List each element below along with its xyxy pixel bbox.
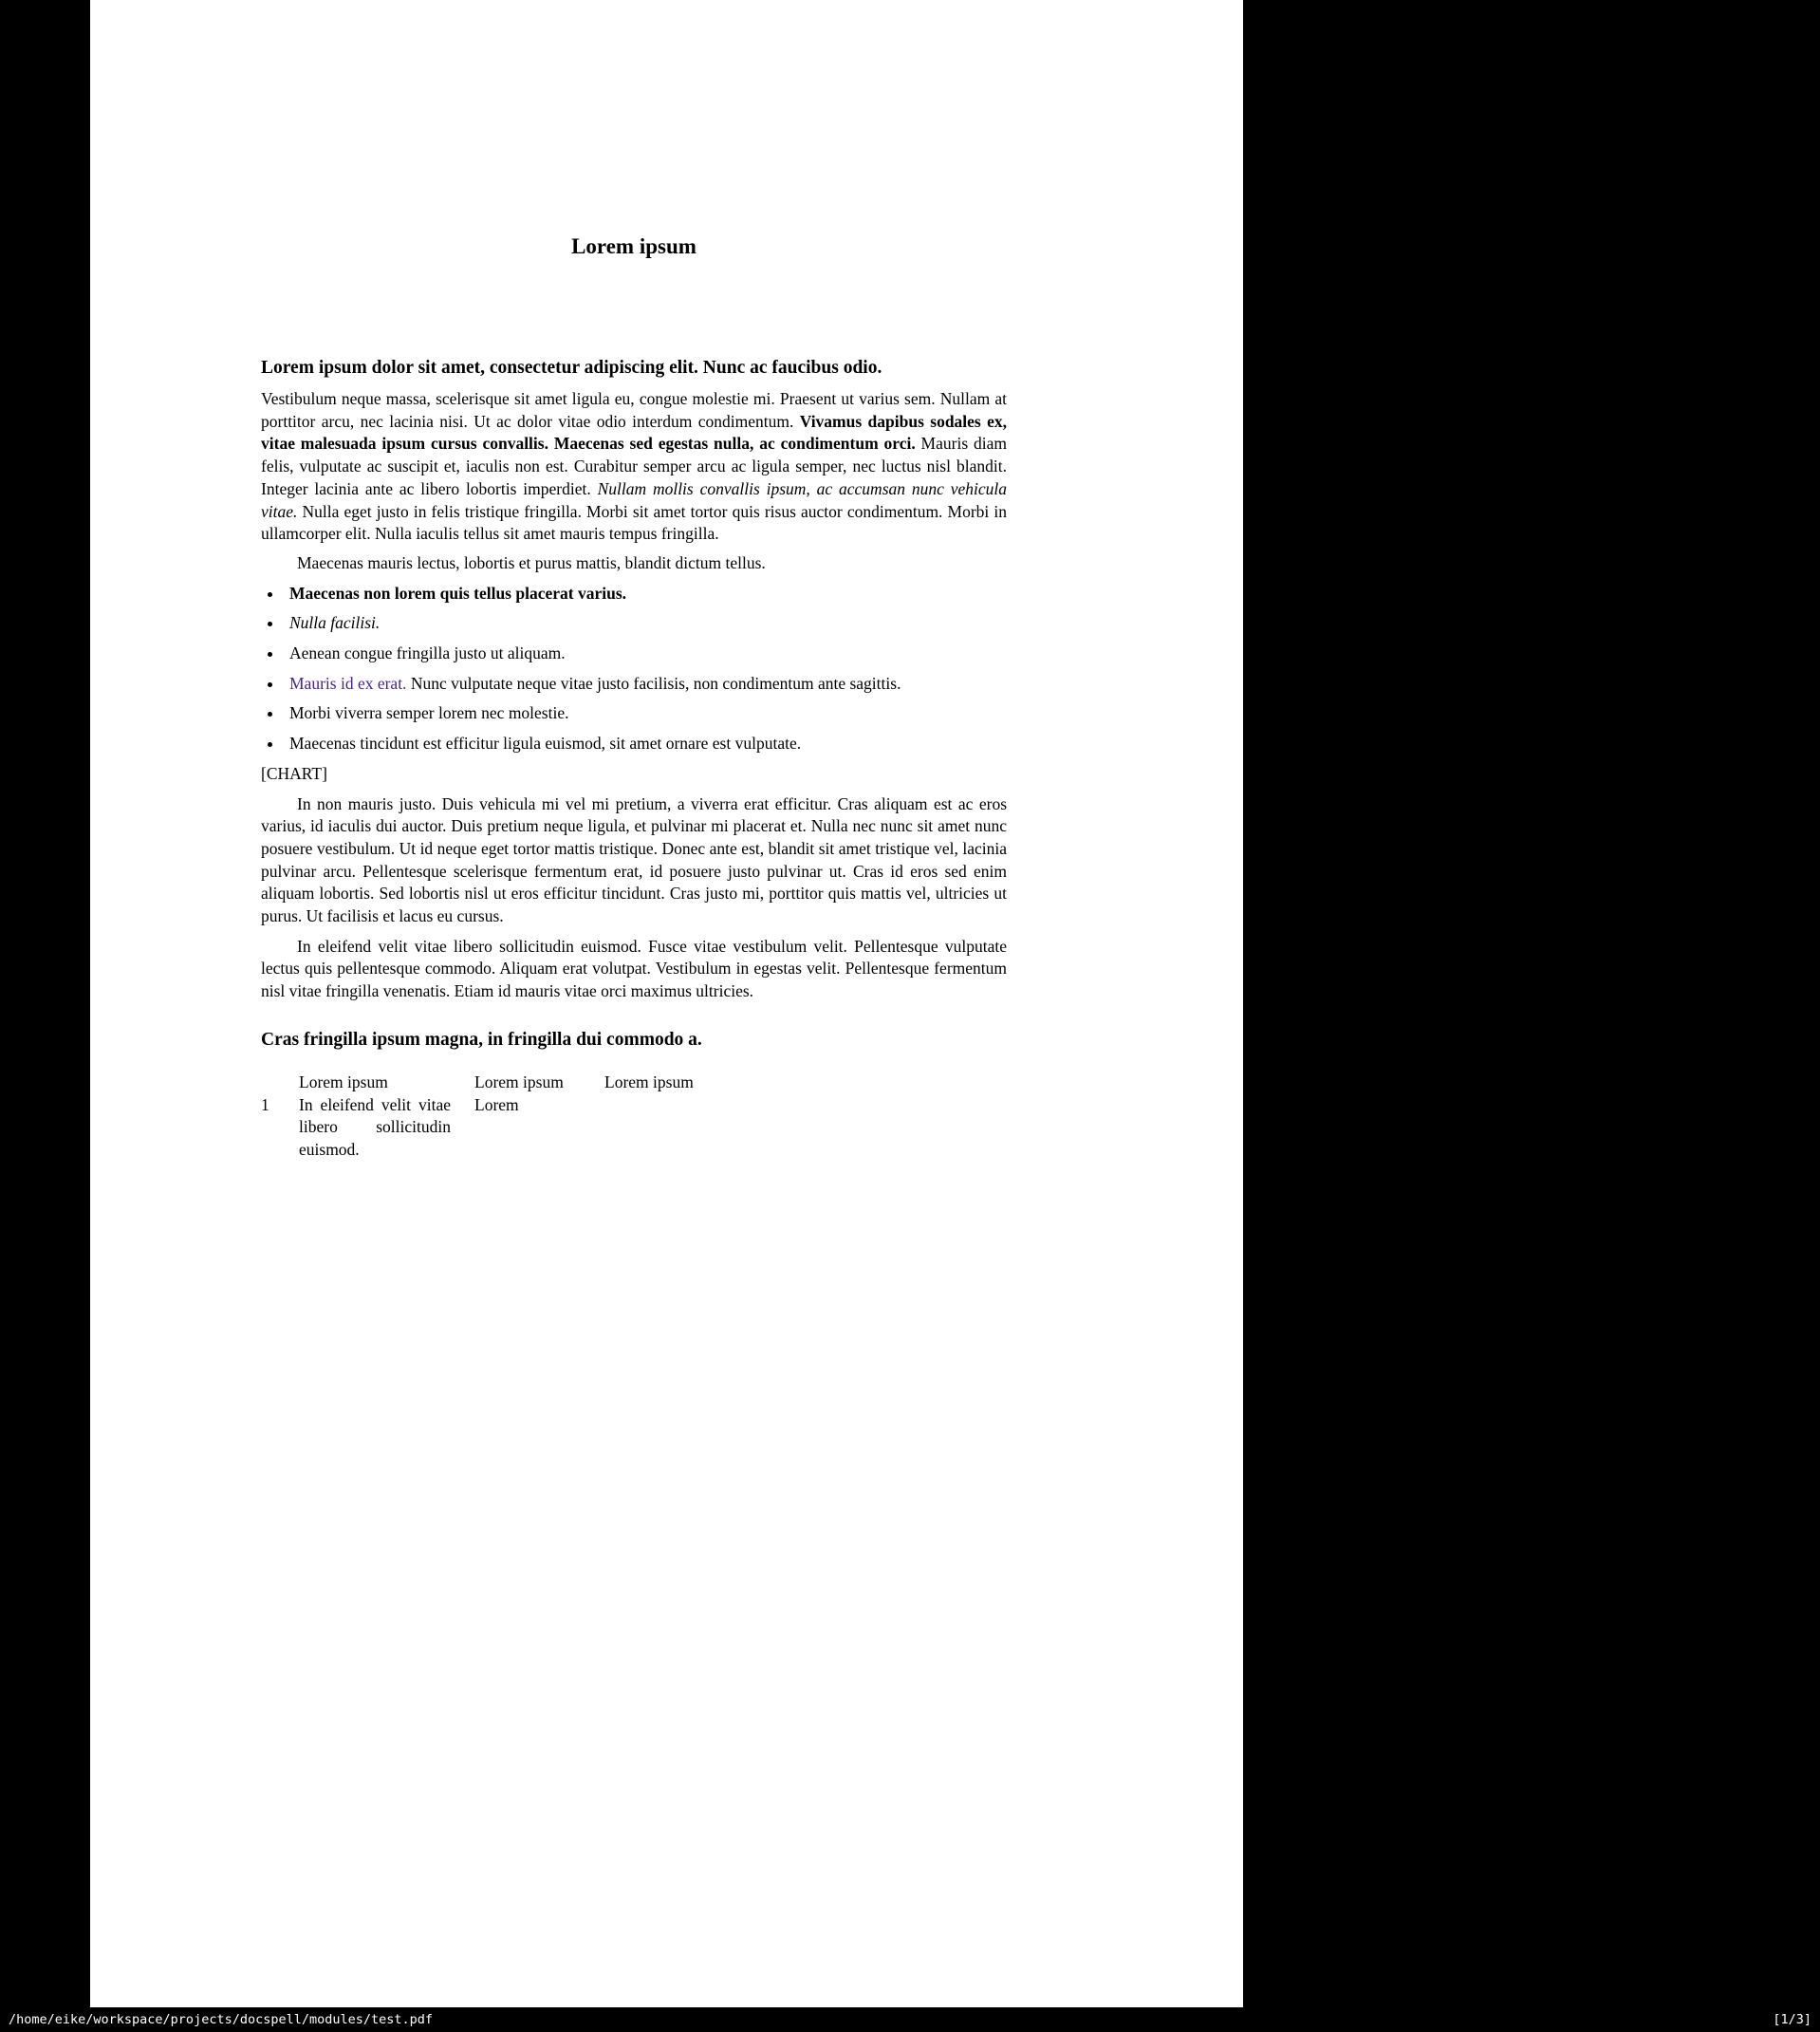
text-run: Nulla facilisi. [289,613,381,633]
document-content [261,0,1007,1162]
text-run: Aenean congue fringilla justo ut aliquam. [289,643,566,663]
text-run: Vivamus dapibus sodales ex, vitae malesuada ipsum cursus convallis. Maecenas sed egestas nulla, ac condimentum orci. [261,411,1007,454]
table-cell: Lorem [474,1094,519,1114]
list-item [284,673,1007,696]
statusbar [0,2007,1820,2032]
chart-placeholder: [CHART] [261,763,327,783]
document-title: Lorem ipsum [571,234,696,258]
page-indicator: [1/3] [1773,2012,1811,2027]
list-item [284,733,1007,755]
subsection-heading: Cras fringilla ipsum magna, in fringilla dui commodo a. [261,1029,702,1050]
text-run: Vestibulum neque massa, scelerisque sit amet ligula eu, congue molestie mi. Praesent ut varius sem. Nullam at porttitor arcu, nec lacinia nisi. Ut ac dolor vitae odio interdum condimentum. [261,389,1007,431]
pdf-page [90,0,1243,2007]
table-cell [604,1094,1007,1162]
table-header-cell: Lorem ipsum [604,1072,694,1091]
file-path: /home/eike/workspace/projects/docspell/modules/test.pdf [9,2012,434,2027]
list-item [284,643,1007,665]
paragraph-3: In eleifend velit vitae libero sollicitudin euismod. Fusce vitae vestibulum velit. Pellentesque vulputate lectus quis pellentesque commodo. Aliquam erat volutpat. Vestibulum in egestas velit. Pellentesque fermentum nisl vitae fringilla venenatis. Etiam id mauris vitae orci maximus ultricies. [261,936,1007,1001]
text-run: Nullam mollis convallis ipsum, ac accumsan nunc vehicula vitae. [261,478,1007,521]
table-row-number: 1 [261,1094,269,1114]
bullet-list [261,583,1007,755]
text-run: Morbi viverra semper lorem nec molestie. [289,703,569,723]
paragraph-2: In non mauris justo. Duis vehicula mi vel mi pretium, a viverra erat efficitur. Cras aliquam est ac eros varius, id iaculis dui auctor. Duis pretium neque ligula, et pulvinar mi placerat et. Nulla nec nunc sit amet nunc posuere vestibulum. Ut id neque eget tortor mattis tristique. Donec ante est, blandit sit amet tristique vel, lacinia pulvinar arcu. Pellentesque scelerisque fermentum erat, id posuere justo pulvinar ut. Cras id eros sed enim aliquam lobortis. Sed lobortis nisl ut eros efficitur tincidunt. Cras justo mi, porttitor quis mattis vel, ultricies ut purus. Ut facilisis et lacus eu cursus. [261,793,1007,926]
list-item [284,583,1007,606]
table-header-corner [261,1072,299,1094]
text-run: Nulla eget justo in felis tristique fringilla. Morbi sit amet tortor quis risus auctor condimentum. Morbi in ullamcorper elit. Nulla iaculis tellus sit amet mauris tempus fringilla. [261,501,1007,544]
text-run: Maecenas non lorem quis tellus placerat varius. [289,583,627,603]
table [261,1072,1007,1162]
list-item [284,612,1007,635]
section-heading: Lorem ipsum dolor sit amet, consectetur adipiscing elit. Nunc ac faucibus odio. [261,358,882,378]
text-run: Mauris diam felis, vulputate ac suscipit et, iaculis non est. Curabitur semper arcu ac ligula semper, nec luctus nisl blandit. Integer lacinia ante ac libero lobortis imperdiet. [261,434,1007,498]
text-run: Nunc vulputate neque vitae justo facilisis, non condimentum ante sagittis. [406,673,901,693]
table-header-cell: Lorem ipsum [474,1072,564,1091]
paragraph-1 [261,388,1007,546]
list-item [284,702,1007,725]
doc-link[interactable]: Mauris id ex erat. [289,673,407,693]
text-run: Maecenas tincidunt est efficitur ligula euismod, sit amet ornare est vulputate. [289,734,802,754]
table-header-cell: Lorem ipsum [299,1072,388,1091]
paragraph-indented: Maecenas mauris lectus, lobortis et purus mattis, blandit dictum tellus. [297,552,766,572]
table-cell: In eleifend velit vitae libero sollicitudin euismod. [299,1094,451,1159]
